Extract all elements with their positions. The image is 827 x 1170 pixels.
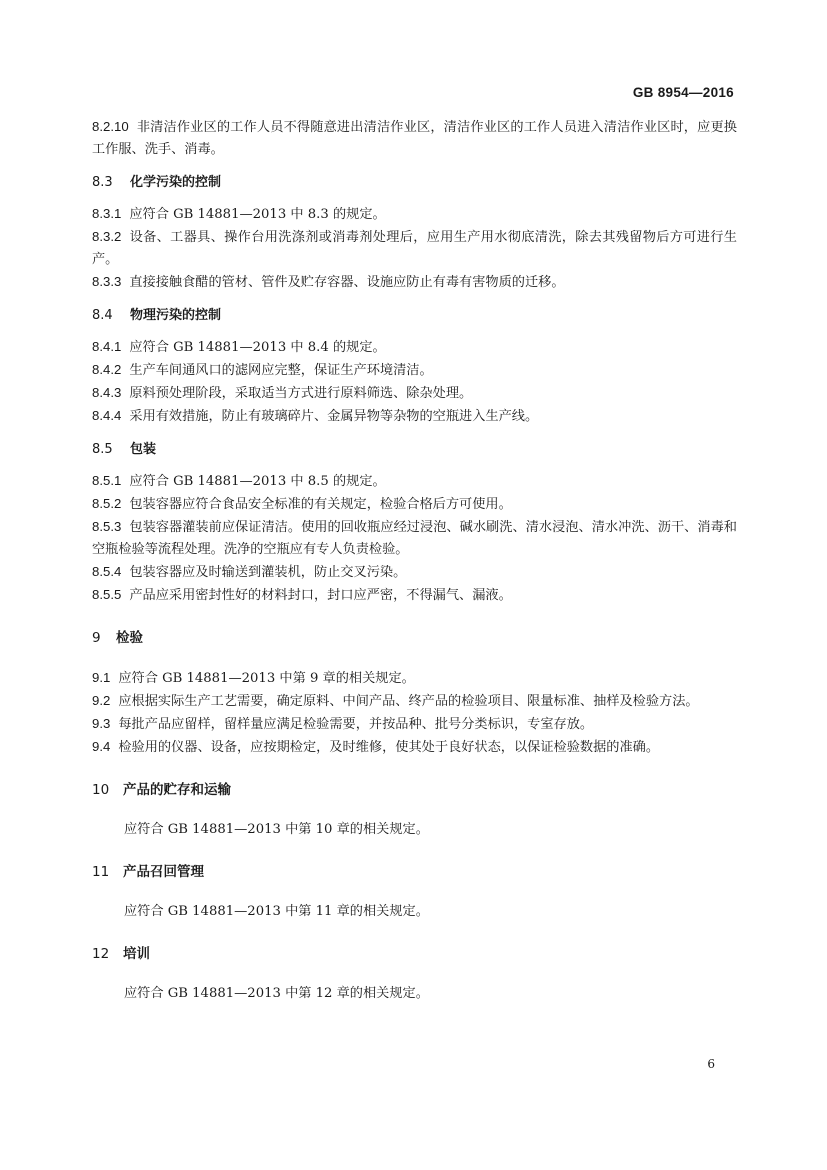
clause-text: 包装容器应及时输送到灌装机，防止交叉污染。 xyxy=(129,565,407,580)
clause-text: 应符合 GB 14881—2013 中 8.3 的规定。 xyxy=(129,207,386,222)
clause-number: 8.4.2 xyxy=(92,362,122,377)
clause-9-1 xyxy=(92,667,737,690)
clause-text: 设备、工器具、操作台用洗涤剂或消毒剂处理后，应用生产用水彻底清洗，除去其残留物后方可进行生产。 xyxy=(92,230,737,267)
clause-number: 8.4.4 xyxy=(92,408,122,423)
clause-8-4-1 xyxy=(92,336,737,359)
section-number: 8.3 xyxy=(92,175,113,190)
clause-8-3-3 xyxy=(92,271,737,294)
section-8-5-heading xyxy=(92,439,737,461)
clause-text: 包装容器应符合食品安全标准的有关规定，检验合格后方可使用。 xyxy=(129,497,512,512)
clause-8-2-10 xyxy=(92,116,737,161)
clause-8-5-5 xyxy=(92,584,737,607)
section-title: 化学污染的控制 xyxy=(130,175,222,190)
clause-text: 采用有效措施，防止有玻璃碎片、金属异物等杂物的空瓶进入生产线。 xyxy=(129,409,539,424)
clause-text: 检验用的仪器、设备，应按期检定，及时维修，使其处于良好状态，以保证检验数据的准确。 xyxy=(118,740,660,755)
clause-number: 8.3.1 xyxy=(92,206,122,221)
clause-number: 8.5.4 xyxy=(92,564,122,579)
chapter-10-heading xyxy=(92,779,737,801)
clause-text: 应根据实际生产工艺需要，确定原料、中间产品、终产品的检验项目、限量标准、抽样及检验方法。 xyxy=(118,694,699,709)
clause-number: 9.4 xyxy=(92,739,111,754)
clause-number: 8.4.3 xyxy=(92,385,122,400)
chapter-number: 10 xyxy=(92,782,110,798)
clause-text: 应符合 GB 14881—2013 中 8.5 的规定。 xyxy=(129,474,386,489)
clause-8-5-1 xyxy=(92,470,737,493)
section-8-4-heading xyxy=(92,305,737,327)
section-number: 8.4 xyxy=(92,308,113,323)
clause-number: 8.5.5 xyxy=(92,587,122,602)
clause-number: 9.3 xyxy=(92,716,111,731)
chapter-number: 9 xyxy=(92,630,101,646)
clause-number: 8.5.1 xyxy=(92,473,122,488)
standard-code: GB 8954—2016 xyxy=(632,85,734,100)
chapter-9-heading xyxy=(92,627,737,649)
clause-number: 8.4.1 xyxy=(92,339,122,354)
section-number: 8.5 xyxy=(92,442,113,457)
clause-8-5-4 xyxy=(92,561,737,584)
chapter-title: 检验 xyxy=(116,630,143,646)
chapter-10-text: 应符合 GB 14881—2013 中第 10 章的相关规定。 xyxy=(124,822,429,837)
clause-8-4-2 xyxy=(92,359,737,382)
page-number: 6 xyxy=(707,1057,715,1071)
clause-text: 应符合 GB 14881—2013 中第 9 章的相关规定。 xyxy=(118,671,415,686)
clause-9-4 xyxy=(92,736,737,759)
clause-number: 8.2.10 xyxy=(92,119,129,134)
chapter-title: 产品召回管理 xyxy=(123,864,204,880)
section-title: 物理污染的控制 xyxy=(130,308,222,323)
clause-number: 8.5.2 xyxy=(92,496,122,511)
clause-text: 每批产品应留样，留样量应满足检验需要，并按品种、批号分类标识，专室存放。 xyxy=(118,717,594,732)
clause-text: 应符合 GB 14881—2013 中 8.4 的规定。 xyxy=(129,340,386,355)
chapter-title: 培训 xyxy=(123,946,150,962)
chapter-11-heading xyxy=(92,861,737,883)
section-title: 包装 xyxy=(130,442,157,457)
document-body xyxy=(92,116,737,1021)
clause-9-3 xyxy=(92,713,737,736)
chapter-number: 11 xyxy=(92,864,110,880)
chapter-12-text: 应符合 GB 14881—2013 中第 12 章的相关规定。 xyxy=(124,986,429,1001)
clause-8-3-2 xyxy=(92,226,737,271)
clause-number: 9.1 xyxy=(92,670,111,685)
clause-number: 8.3.3 xyxy=(92,274,122,289)
clause-8-4-3 xyxy=(92,382,737,405)
section-8-3-heading xyxy=(92,172,737,194)
clause-text: 直接接触食醋的管材、管件及贮存容器、设施应防止有毒有害物质的迁移。 xyxy=(129,275,565,290)
chapter-number: 12 xyxy=(92,946,110,962)
chapter-title: 产品的贮存和运输 xyxy=(123,782,231,798)
clause-8-5-3 xyxy=(92,516,737,561)
clause-text: 生产车间通风口的滤网应完整，保证生产环境清洁。 xyxy=(129,363,433,378)
chapter-11-text: 应符合 GB 14881—2013 中第 11 章的相关规定。 xyxy=(124,904,429,919)
clause-8-5-2 xyxy=(92,493,737,516)
chapter-12-heading xyxy=(92,943,737,965)
clause-9-2 xyxy=(92,690,737,713)
clause-number: 8.3.2 xyxy=(92,229,122,244)
clause-text: 包装容器灌装前应保证清洁。使用的回收瓶应经过浸泡、碱水刷洗、清水浸泡、清水冲洗、沥干、消毒和空瓶检验等流程处理。洗净的空瓶应有专人负责检验。 xyxy=(92,520,737,557)
clause-text: 原料预处理阶段，采取适当方式进行原料筛选、除杂处理。 xyxy=(129,386,473,401)
clause-text: 产品应采用密封性好的材料封口，封口应严密，不得漏气、漏液。 xyxy=(129,588,512,603)
clause-8-3-1 xyxy=(92,203,737,226)
clause-text: 非清洁作业区的工作人员不得随意进出清洁作业区，清洁作业区的工作人员进入清洁作业区时，应更换工作服、洗手、消毒。 xyxy=(92,120,737,157)
clause-number: 8.5.3 xyxy=(92,519,122,534)
clause-8-4-4 xyxy=(92,405,737,428)
clause-number: 9.2 xyxy=(92,693,111,708)
